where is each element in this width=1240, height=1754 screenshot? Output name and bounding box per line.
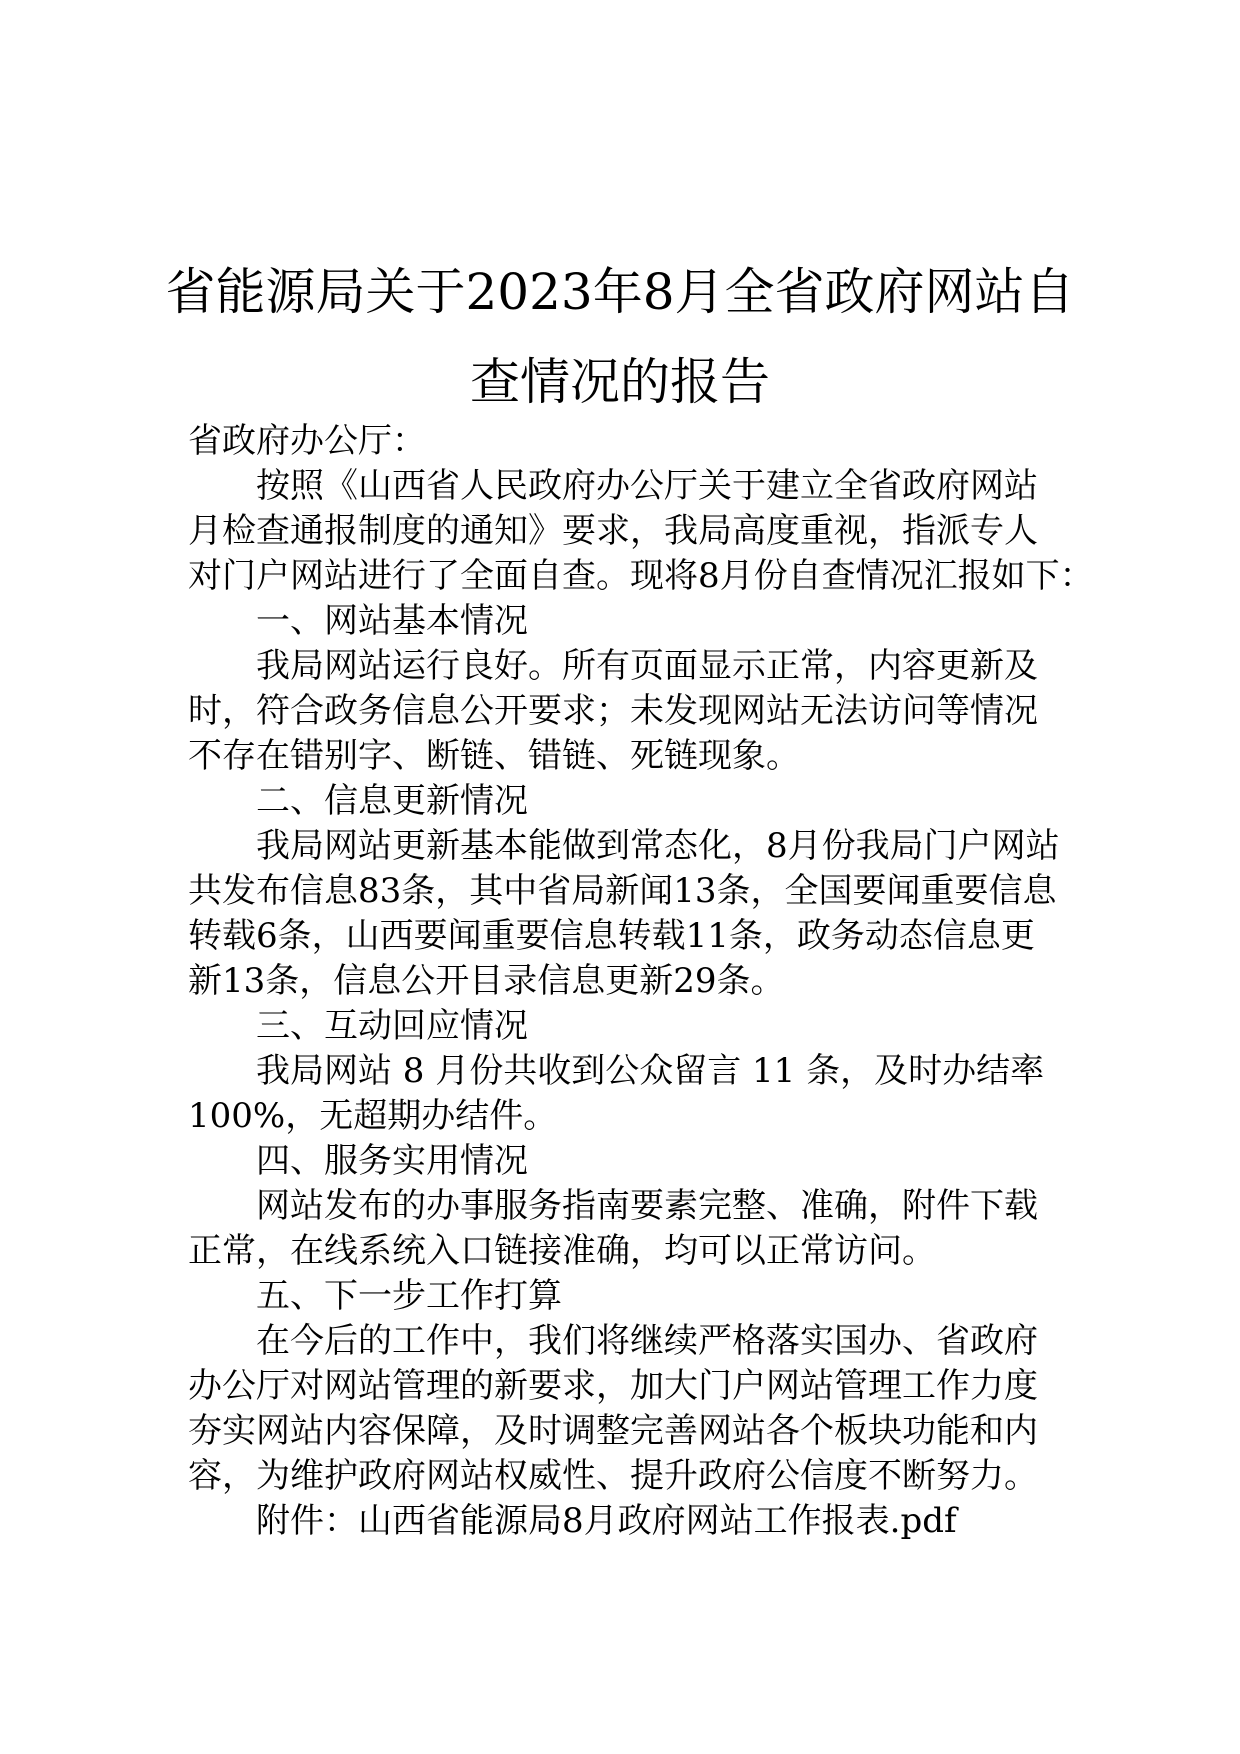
section-3-line-1: 我局网站 8 月份共收到公众留言 11 条，及时办结率 [256, 1051, 1045, 1091]
section-1-line-2: 时，符合政务信息公开要求；未发现网站无法访问等情况 [188, 691, 1038, 731]
section-3-line-2: 100%，无超期办结件。 [188, 1096, 558, 1136]
intro-line-3: 对门户网站进行了全面自查。现将8月份自查情况汇报如下： [188, 556, 1094, 596]
intro-line-2: 月检查通报制度的通知》要求，我局高度重视，指派专人 [188, 511, 1038, 551]
section-5-line-3: 夯实网站内容保障，及时调整完善网站各个板块功能和内 [188, 1411, 1038, 1451]
section-2-line-4: 新13条，信息公开目录信息更新29条。 [188, 961, 785, 1001]
section-5-heading: 五、下一步工作打算 [256, 1276, 562, 1316]
section-5-line-1: 在今后的工作中，我们将继续严格落实国办、省政府 [256, 1321, 1038, 1361]
section-4-heading: 四、服务实用情况 [256, 1141, 528, 1181]
section-4-line-1: 网站发布的办事服务指南要素完整、准确，附件下载 [256, 1186, 1038, 1226]
section-5-line-4: 容，为维护政府网站权威性、提升政府公信度不断努力。 [188, 1456, 1038, 1496]
section-4-line-2: 正常，在线系统入口链接准确，均可以正常访问。 [188, 1231, 936, 1271]
salutation: 省政府办公厅： [188, 421, 426, 461]
attachment-line: 附件：山西省能源局8月政府网站工作报表.pdf [256, 1501, 957, 1541]
section-2-line-1: 我局网站更新基本能做到常态化，8月份我局门户网站 [256, 826, 1060, 866]
section-1-line-1: 我局网站运行良好。所有页面显示正常，内容更新及 [256, 646, 1038, 686]
section-2-heading: 二、信息更新情况 [256, 781, 528, 821]
document-title-line-2: 查情况的报告 [470, 353, 770, 411]
section-3-heading: 三、互动回应情况 [256, 1006, 528, 1046]
section-1-line-3: 不存在错别字、断链、错链、死链现象。 [188, 736, 800, 776]
section-1-heading: 一、网站基本情况 [256, 601, 528, 641]
section-2-line-2: 共发布信息83条，其中省局新闻13条，全国要闻重要信息 [188, 871, 1057, 911]
section-5-line-2: 办公厅对网站管理的新要求，加大门户网站管理工作力度 [188, 1366, 1038, 1406]
section-2-line-3: 转载6条，山西要闻重要信息转载11条，政务动态信息更 [188, 916, 1035, 956]
intro-line-1: 按照《山西省人民政府办公厅关于建立全省政府网站 [256, 466, 1038, 506]
document-title-line-1: 省能源局关于2023年8月全省政府网站自 [165, 263, 1075, 321]
